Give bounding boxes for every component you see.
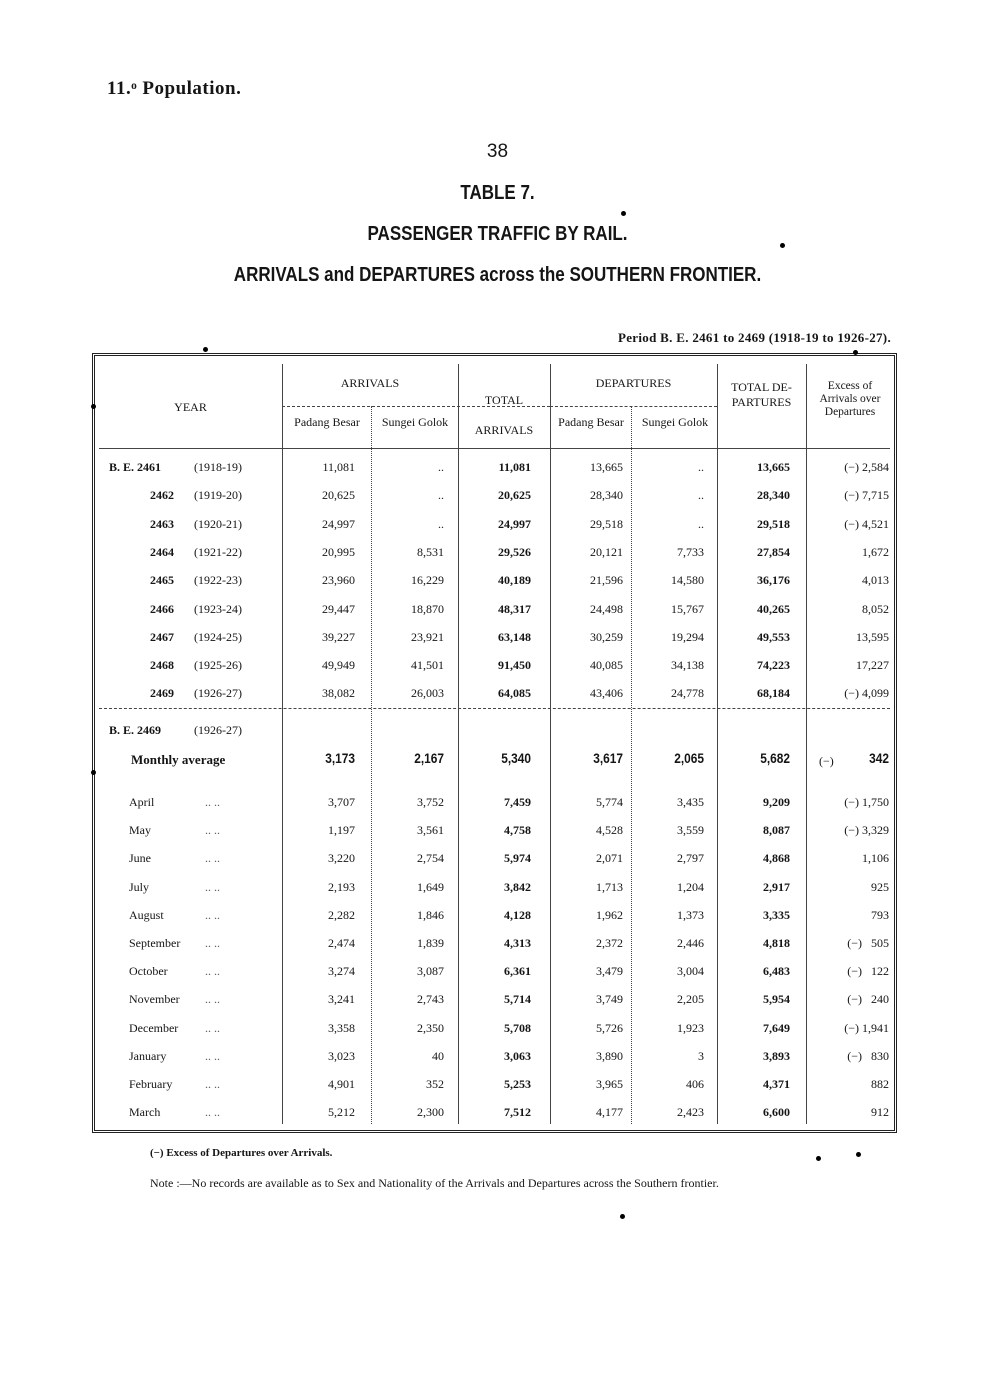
annual-row-total-dep: 49,553 xyxy=(757,629,790,644)
annual-row-arr-pb: 49,949 xyxy=(322,658,355,673)
annual-row-total-arr: 29,526 xyxy=(498,544,531,559)
scan-speck xyxy=(203,347,208,352)
annual-row-be: 2465 xyxy=(150,573,174,588)
monthly-row-arr-pb: 3,023 xyxy=(328,1048,355,1063)
annual-row-excess: 13,595 xyxy=(856,629,889,644)
annual-row-be: B. E. 2461 xyxy=(109,460,162,474)
scan-speck xyxy=(621,211,626,216)
monthly-row-dep-pb: 1,713 xyxy=(596,879,623,894)
monthly-row-month: November xyxy=(129,992,180,1007)
annual-row-arr-pb: 23,960 xyxy=(322,573,355,588)
leader-dots: .. .. xyxy=(205,1020,220,1035)
monthly-row-arr-sg: 3,752 xyxy=(417,795,444,809)
monthly-row-total-dep: 9,209 xyxy=(763,795,790,809)
annual-row-years: (1922-23) xyxy=(194,573,242,588)
period-label: Period B. E. 2461 to 2469 (1918-19 to 1926-27). xyxy=(618,330,891,345)
annual-row-total-arr: 24,997 xyxy=(498,516,531,531)
monthly-row-month: June xyxy=(129,851,151,866)
annual-row-total-dep: 29,518 xyxy=(757,516,790,531)
annual-row-dep-pb: 40,085 xyxy=(590,658,623,673)
leader-dots: .. .. xyxy=(205,964,220,979)
monthly-row-excess: 1,106 xyxy=(862,851,889,866)
annual-row-years: (1923-24) xyxy=(194,601,242,616)
monthly-row-excess: (−) 122 xyxy=(847,964,889,979)
monthly-row-excess: (−) 240 xyxy=(847,992,889,1007)
annual-row-dep-sg: .. xyxy=(698,488,704,503)
monthly-row-total-arr: 4,128 xyxy=(504,907,531,922)
monthly-row-total-dep: 6,600 xyxy=(763,1105,790,1120)
monthly-average-dep-sg: 2,065 xyxy=(674,750,704,766)
leader-dots: .. .. xyxy=(205,1105,220,1120)
monthly-row-dep-sg: 3,435 xyxy=(677,795,704,809)
annual-row-dep-sg: .. xyxy=(698,460,704,474)
col-rule xyxy=(458,364,459,1124)
monthly-row-total-dep: 6,483 xyxy=(763,964,790,979)
monthly-row-total-arr: 5,253 xyxy=(504,1077,531,1091)
annual-row-arr-sg: .. xyxy=(438,516,444,531)
annual-row-arr-pb: 11,081 xyxy=(322,460,355,474)
monthly-row-dep-pb: 1,962 xyxy=(596,907,623,922)
page-number: 38 xyxy=(486,141,509,162)
monthly-row-dep-pb: 2,372 xyxy=(596,936,623,950)
annual-row-total-dep: 13,665 xyxy=(757,460,790,474)
annual-row-excess: 17,227 xyxy=(856,658,889,673)
annual-row-excess: (−) 4,521 xyxy=(844,516,889,531)
annual-row-dep-pb: 29,518 xyxy=(590,516,623,531)
monthly-row-dep-pb: 3,749 xyxy=(596,992,623,1007)
annual-row-dep-sg: .. xyxy=(698,516,704,531)
leader-dots: .. .. xyxy=(205,1077,220,1091)
scan-speck xyxy=(816,1156,821,1161)
monthly-row-dep-sg: 3,559 xyxy=(677,823,704,838)
monthly-row-total-dep: 4,868 xyxy=(763,851,790,866)
annual-row-total-dep: 74,223 xyxy=(757,658,790,673)
annual-row-total-arr: 20,625 xyxy=(498,488,531,503)
scan-speck xyxy=(91,770,96,775)
monthly-row-arr-pb: 3,707 xyxy=(328,795,355,809)
monthly-row-month: February xyxy=(129,1077,173,1091)
header-total-arrivals: TOTAL ARRIVALS xyxy=(474,393,534,437)
header-departures: DEPARTURES xyxy=(595,376,672,390)
annual-row-total-dep: 36,176 xyxy=(757,573,790,588)
annual-row-total-arr: 40,189 xyxy=(498,573,531,588)
annual-row-dep-sg: 7,733 xyxy=(677,544,704,559)
monthly-row-total-dep: 5,954 xyxy=(763,992,790,1007)
monthly-section-be: B. E. 2469 xyxy=(109,723,162,737)
annual-row-excess: 4,013 xyxy=(862,573,889,588)
annual-row-total-dep: 28,340 xyxy=(757,488,790,503)
annual-row-dep-pb: 43,406 xyxy=(590,686,623,701)
monthly-row-dep-pb: 2,071 xyxy=(596,851,623,866)
monthly-average-excess: 342 xyxy=(869,750,889,766)
monthly-row-month: August xyxy=(129,907,164,922)
leader-dots: .. .. xyxy=(205,936,220,950)
leader-dots: .. .. xyxy=(205,907,220,922)
annual-row-arr-pb: 39,227 xyxy=(322,629,355,644)
monthly-row-arr-sg: 3,561 xyxy=(417,823,444,838)
monthly-row-arr-sg: 1,839 xyxy=(417,936,444,950)
annual-row-years: (1926-27) xyxy=(194,686,242,701)
monthly-row-excess: (−) 3,329 xyxy=(844,823,889,838)
monthly-row-arr-sg: 1,649 xyxy=(417,879,444,894)
annual-row-years: (1919-20) xyxy=(194,488,242,503)
annual-row-be: 2463 xyxy=(150,516,174,531)
annual-row-arr-sg: .. xyxy=(438,460,444,474)
col-rule xyxy=(717,364,718,1124)
annual-row-arr-sg: 18,870 xyxy=(411,601,444,616)
annual-row-be: 2466 xyxy=(150,601,174,616)
annual-row-total-dep: 68,184 xyxy=(757,686,790,701)
monthly-section-years: (1926-27) xyxy=(194,723,242,737)
leader-dots: .. .. xyxy=(205,795,220,809)
scan-speck xyxy=(856,1152,861,1157)
monthly-row-arr-pb: 2,193 xyxy=(328,879,355,894)
monthly-row-arr-sg: 352 xyxy=(426,1077,444,1091)
monthly-row-dep-pb: 4,177 xyxy=(596,1105,623,1120)
annual-row-be: 2468 xyxy=(150,658,174,673)
monthly-row-excess: 912 xyxy=(871,1105,889,1120)
monthly-row-total-arr: 4,758 xyxy=(504,823,531,838)
annual-row-excess: (−) 7,715 xyxy=(844,488,889,503)
header-excess: Excess of Arrivals over Departures xyxy=(819,380,881,418)
annual-row-arr-pb: 20,625 xyxy=(322,488,355,503)
monthly-row-arr-sg: 3,087 xyxy=(417,964,444,979)
scan-speck xyxy=(853,350,858,355)
header-arr-padang: Padang Besar xyxy=(294,415,360,429)
annual-row-dep-sg: 19,294 xyxy=(671,629,704,644)
monthly-average-arr-sg: 2,167 xyxy=(414,750,444,766)
monthly-row-dep-sg: 2,205 xyxy=(677,992,704,1007)
header-arr-sungei: Sungei Golok xyxy=(381,415,449,429)
annual-row-arr-pb: 29,447 xyxy=(322,601,355,616)
table-subtitle: ARRIVALS and DEPARTURES across the SOUTHERN FRONTIER. xyxy=(233,264,762,286)
monthly-row-month: September xyxy=(129,936,181,950)
leader-dots: .. .. xyxy=(205,992,220,1007)
monthly-row-arr-sg: 2,754 xyxy=(417,851,444,866)
leader-dots: .. .. xyxy=(205,823,220,838)
monthly-row-month: October xyxy=(129,964,168,979)
monthly-row-dep-pb: 5,774 xyxy=(596,795,623,809)
monthly-average-label: Monthly average xyxy=(131,752,226,767)
monthly-row-month: July xyxy=(129,879,150,894)
monthly-row-dep-sg: 1,204 xyxy=(677,879,704,894)
header-arrivals: ARRIVALS xyxy=(340,376,400,390)
row-rule xyxy=(99,448,890,449)
monthly-row-total-dep: 8,087 xyxy=(763,823,790,838)
table-number: TABLE 7. xyxy=(460,182,535,204)
annual-row-years: (1921-22) xyxy=(194,544,242,559)
annual-row-arr-sg: .. xyxy=(438,488,444,503)
annual-row-years: (1925-26) xyxy=(194,658,242,673)
scan-speck xyxy=(91,404,96,409)
annual-row-dep-pb: 13,665 xyxy=(590,460,623,474)
annual-row-dep-pb: 21,596 xyxy=(590,573,623,588)
annual-row-excess: 8,052 xyxy=(862,601,889,616)
monthly-row-dep-pb: 3,890 xyxy=(596,1048,623,1063)
monthly-row-dep-sg: 2,797 xyxy=(677,851,704,866)
monthly-row-total-arr: 5,714 xyxy=(504,992,531,1007)
annual-row-dep-sg: 34,138 xyxy=(671,658,704,673)
annual-row-be: 2467 xyxy=(150,629,174,644)
annual-row-excess: (−) 2,584 xyxy=(844,460,889,474)
scan-speck xyxy=(780,243,785,248)
header-year: YEAR xyxy=(174,400,207,414)
monthly-row-month: April xyxy=(129,795,155,809)
leader-dots: .. .. xyxy=(205,1048,220,1063)
scan-speck xyxy=(620,1214,625,1219)
monthly-row-total-dep: 3,893 xyxy=(763,1048,790,1063)
monthly-row-total-arr: 7,459 xyxy=(504,795,531,809)
annual-row-total-arr: 91,450 xyxy=(498,658,531,673)
monthly-row-arr-pb: 5,212 xyxy=(328,1105,355,1120)
header-dep-padang: Padang Besar xyxy=(558,415,624,429)
monthly-row-total-arr: 4,313 xyxy=(504,936,531,950)
monthly-row-total-arr: 6,361 xyxy=(504,964,531,979)
monthly-row-total-arr: 5,708 xyxy=(504,1020,531,1035)
col-rule xyxy=(371,406,372,1124)
annual-row-arr-sg: 8,531 xyxy=(417,544,444,559)
monthly-row-month: January xyxy=(129,1048,167,1063)
monthly-average-arr-pb: 3,173 xyxy=(325,750,355,766)
monthly-average-excess-sign: (−) xyxy=(819,754,834,768)
monthly-row-arr-pb: 3,241 xyxy=(328,992,355,1007)
annual-row-dep-sg: 24,778 xyxy=(671,686,704,701)
monthly-row-total-arr: 7,512 xyxy=(504,1105,531,1120)
header-total-departures: TOTAL DE-PARTURES xyxy=(731,380,792,409)
annual-row-total-arr: 48,317 xyxy=(498,601,531,616)
monthly-row-dep-pb: 3,479 xyxy=(596,964,623,979)
annual-row-total-dep: 40,265 xyxy=(757,601,790,616)
header-dep-sungei: Sungei Golok xyxy=(641,415,709,429)
annual-row-arr-pb: 20,995 xyxy=(322,544,355,559)
monthly-row-dep-sg: 2,423 xyxy=(677,1105,704,1120)
annual-row-dep-sg: 14,580 xyxy=(671,573,704,588)
monthly-row-total-dep: 7,649 xyxy=(763,1020,790,1035)
monthly-row-excess: 793 xyxy=(871,907,889,922)
monthly-row-arr-sg: 2,300 xyxy=(417,1105,444,1120)
footnote-legend: (−) Excess of Departures over Arrivals. xyxy=(150,1147,333,1159)
monthly-row-dep-sg: 2,446 xyxy=(677,936,704,950)
leader-dots: .. .. xyxy=(205,879,220,894)
monthly-row-arr-pb: 1,197 xyxy=(328,823,355,838)
annual-row-total-arr: 11,081 xyxy=(498,460,531,474)
monthly-row-dep-pb: 4,528 xyxy=(596,823,623,838)
monthly-row-excess: (−) 505 xyxy=(847,936,889,950)
annual-row-arr-sg: 41,501 xyxy=(411,658,444,673)
monthly-row-arr-pb: 2,282 xyxy=(328,907,355,922)
annual-row-dep-pb: 28,340 xyxy=(590,488,623,503)
monthly-row-arr-pb: 3,220 xyxy=(328,851,355,866)
monthly-row-total-arr: 3,063 xyxy=(504,1048,531,1063)
monthly-row-total-arr: 3,842 xyxy=(504,879,531,894)
monthly-row-excess: (−) 830 xyxy=(847,1048,889,1063)
annual-row-dep-pb: 20,121 xyxy=(590,544,623,559)
annual-row-dep-pb: 24,498 xyxy=(590,601,623,616)
annual-row-years: (1918-19) xyxy=(194,460,242,474)
monthly-row-month: December xyxy=(129,1020,179,1035)
monthly-row-total-dep: 2,917 xyxy=(763,879,790,894)
monthly-row-arr-sg: 2,743 xyxy=(417,992,444,1007)
monthly-row-dep-pb: 3,965 xyxy=(596,1077,623,1091)
annual-row-dep-pb: 30,259 xyxy=(590,629,623,644)
monthly-row-excess: (−) 1,941 xyxy=(844,1020,889,1035)
annual-row-years: (1920-21) xyxy=(194,516,242,531)
monthly-row-arr-pb: 3,274 xyxy=(328,964,355,979)
annual-row-arr-sg: 16,229 xyxy=(411,573,444,588)
annual-row-be: 2462 xyxy=(150,488,174,503)
annual-row-total-arr: 63,148 xyxy=(498,629,531,644)
section-heading: 11.ᵒ Population. xyxy=(107,78,242,99)
monthly-row-arr-sg: 40 xyxy=(432,1048,444,1063)
annual-row-dep-sg: 15,767 xyxy=(671,601,704,616)
col-rule xyxy=(282,364,283,1124)
monthly-row-arr-sg: 1,846 xyxy=(417,907,444,922)
monthly-row-excess: 882 xyxy=(871,1077,889,1091)
monthly-row-dep-sg: 406 xyxy=(686,1077,704,1091)
monthly-row-month: May xyxy=(129,823,151,838)
annual-row-arr-sg: 23,921 xyxy=(411,629,444,644)
leader-dots: .. .. xyxy=(205,851,220,866)
monthly-row-arr-sg: 2,350 xyxy=(417,1020,444,1035)
row-rule xyxy=(99,708,890,709)
annual-row-be: 2464 xyxy=(150,544,174,559)
row-rule xyxy=(550,406,717,407)
monthly-row-arr-pb: 2,474 xyxy=(328,936,355,950)
monthly-row-dep-sg: 1,373 xyxy=(677,907,704,922)
monthly-average-dep-pb: 3,617 xyxy=(593,750,623,766)
annual-row-years: (1924-25) xyxy=(194,629,242,644)
monthly-row-dep-sg: 1,923 xyxy=(677,1020,704,1035)
annual-row-total-dep: 27,854 xyxy=(757,544,790,559)
monthly-average-total-dep: 5,682 xyxy=(760,750,790,766)
monthly-row-total-dep: 3,335 xyxy=(763,907,790,922)
monthly-row-dep-sg: 3,004 xyxy=(677,964,704,979)
monthly-row-month: March xyxy=(129,1105,161,1120)
annual-row-excess: (−) 4,099 xyxy=(844,686,889,701)
footnote-note: Note :—No records are available as to Sex and Nationality of the Arrivals and Departures across the Southern frontier. xyxy=(150,1176,719,1190)
monthly-row-excess: (−) 1,750 xyxy=(844,795,889,809)
annual-row-excess: 1,672 xyxy=(862,544,889,559)
col-rule xyxy=(550,364,551,1124)
monthly-row-total-arr: 5,974 xyxy=(504,851,531,866)
annual-row-arr-sg: 26,003 xyxy=(411,686,444,701)
monthly-row-dep-pb: 5,726 xyxy=(596,1020,623,1035)
monthly-row-arr-pb: 3,358 xyxy=(328,1020,355,1035)
annual-row-arr-pb: 38,082 xyxy=(322,686,355,701)
monthly-row-dep-sg: 3 xyxy=(698,1048,704,1063)
annual-row-total-arr: 64,085 xyxy=(498,686,531,701)
monthly-row-total-dep: 4,371 xyxy=(763,1077,790,1091)
monthly-row-arr-pb: 4,901 xyxy=(328,1077,355,1091)
monthly-row-total-dep: 4,818 xyxy=(763,936,790,950)
col-rule xyxy=(631,406,632,1124)
annual-row-arr-pb: 24,997 xyxy=(322,516,355,531)
monthly-average-total-arr: 5,340 xyxy=(501,750,531,766)
monthly-row-excess: 925 xyxy=(871,879,889,894)
table-title: PASSENGER TRAFFIC BY RAIL. xyxy=(367,223,628,245)
annual-row-be: 2469 xyxy=(150,686,174,701)
traffic-table xyxy=(92,353,897,1133)
col-rule xyxy=(806,364,807,1124)
